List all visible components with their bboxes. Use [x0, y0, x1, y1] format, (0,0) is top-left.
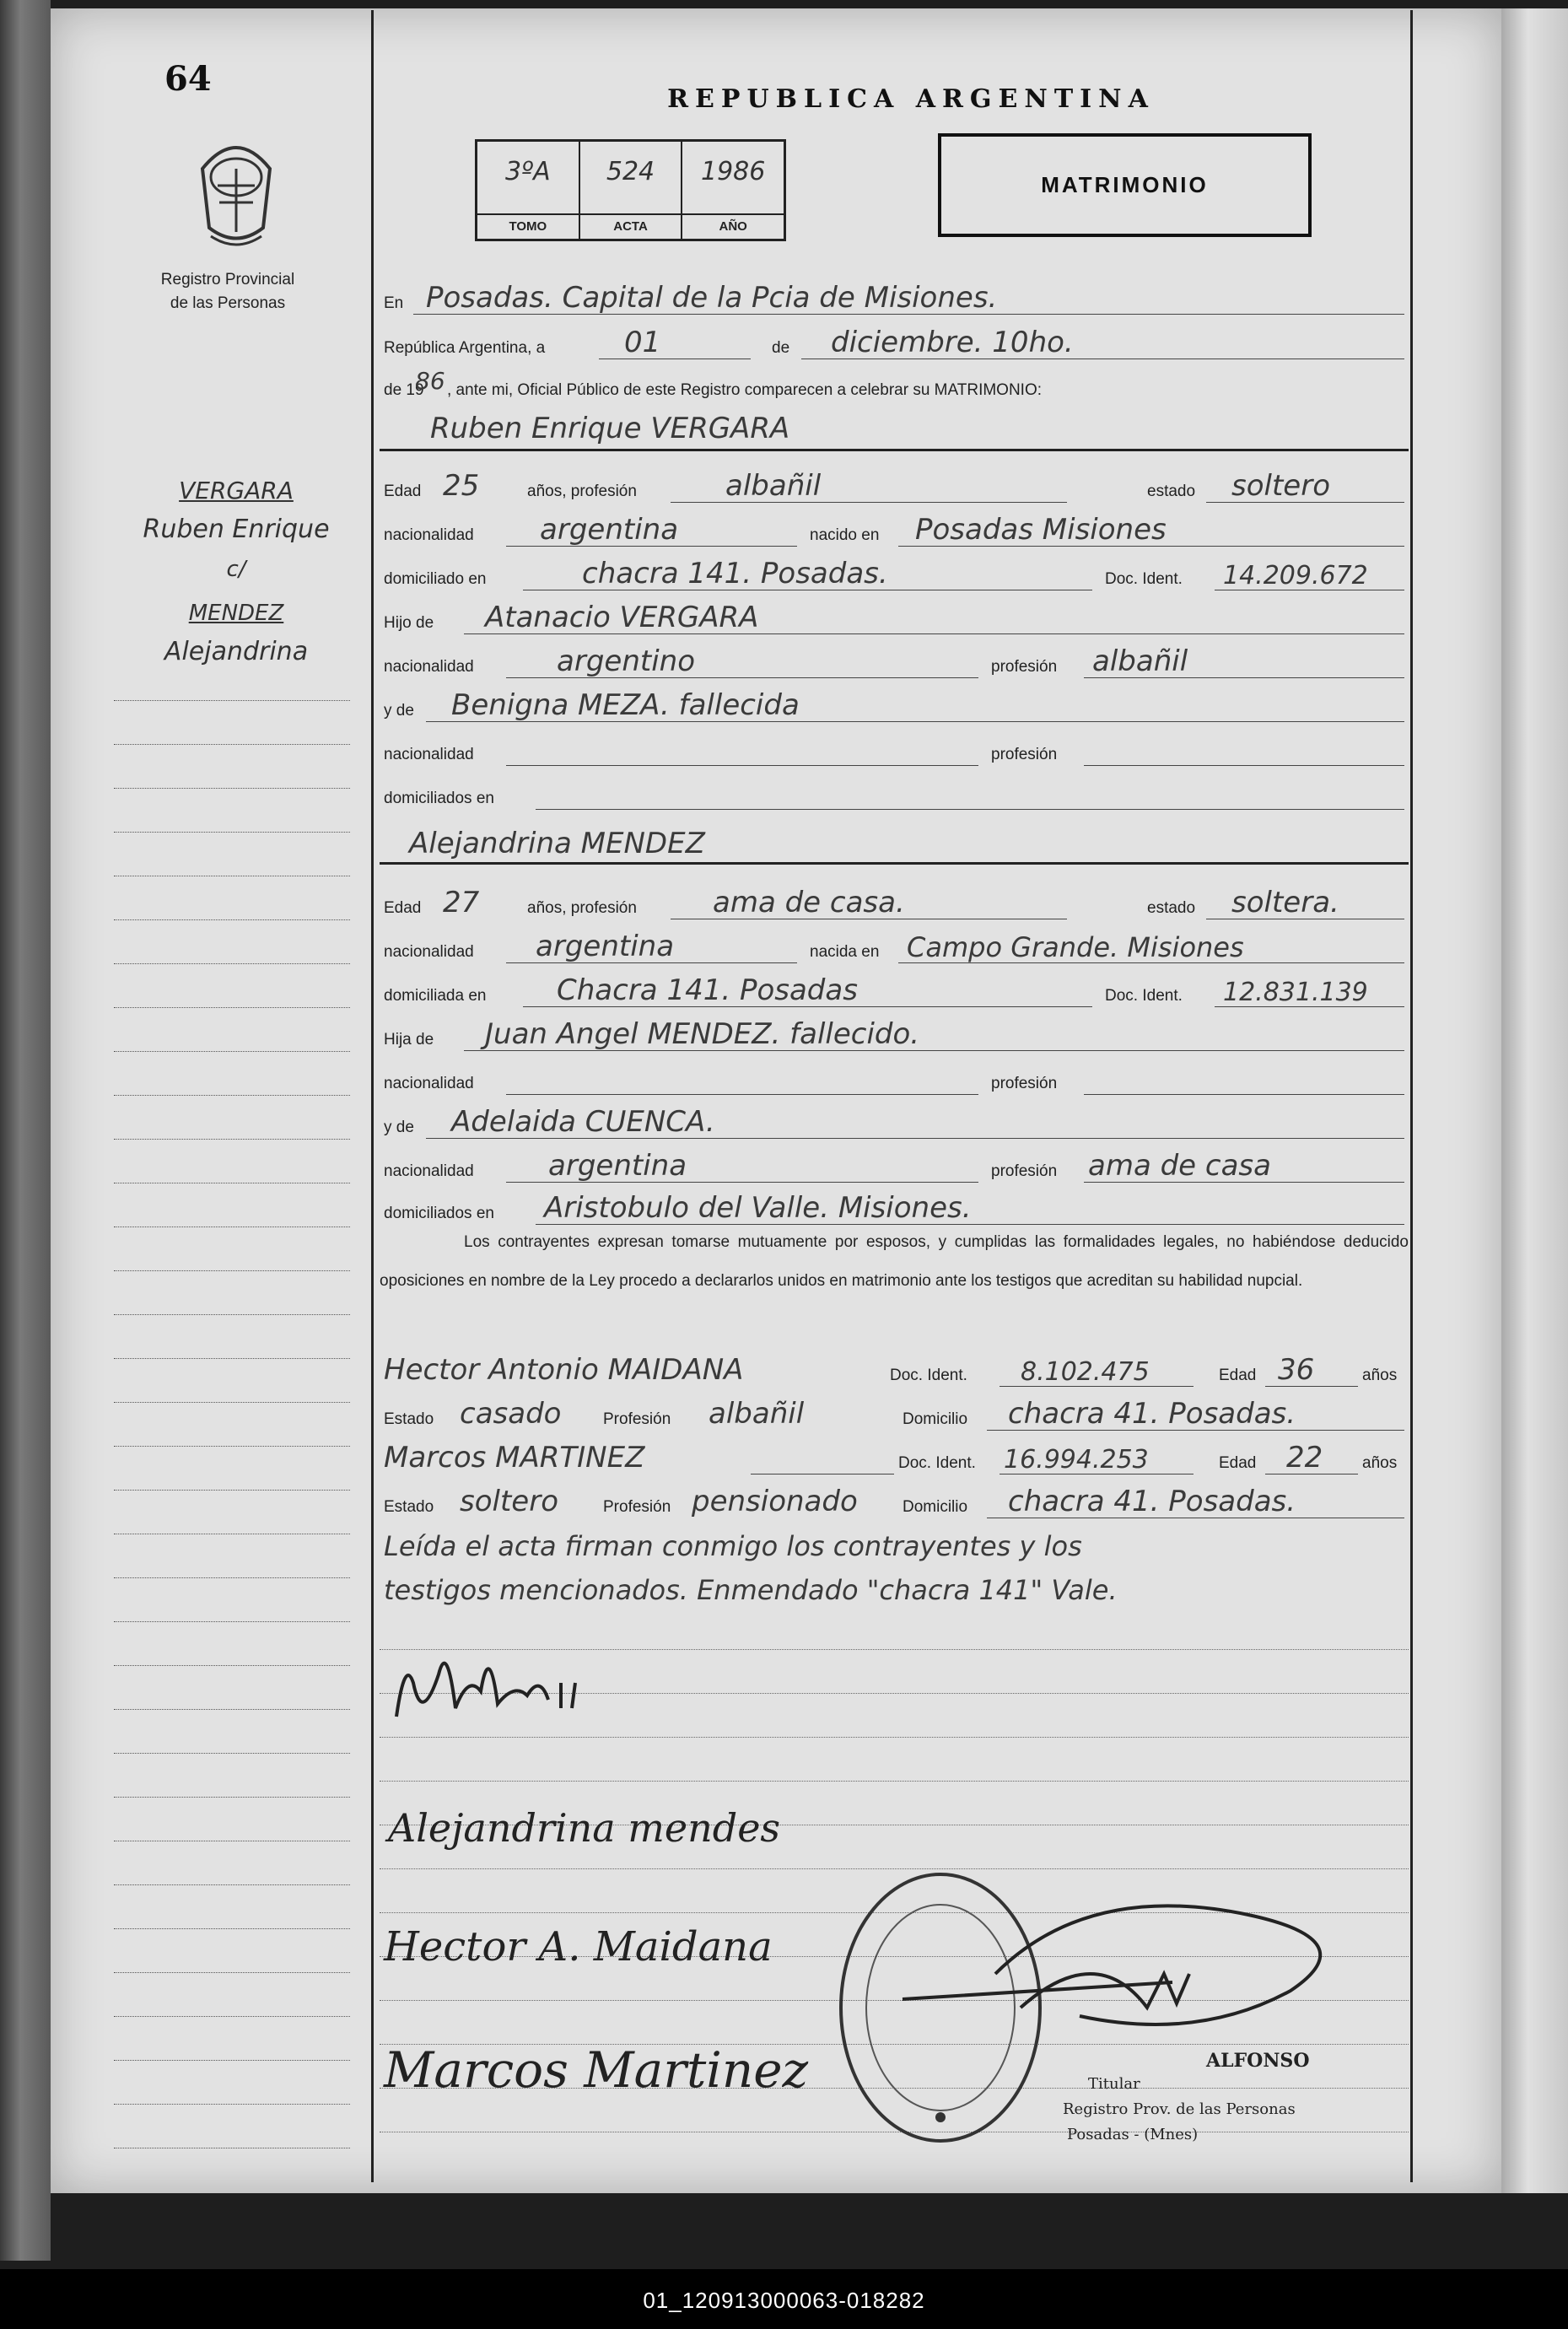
profesion-label: profesión: [991, 1162, 1058, 1180]
bride-parents-domicile: Aristobulo del Valle. Misiones.: [544, 1191, 972, 1225]
margin-ruled-line: [114, 1621, 350, 1622]
margin-ruled-line: [114, 2104, 350, 2105]
marriage-month: diciembre. 10ho.: [831, 326, 1074, 359]
margin-ruled-line: [114, 1884, 350, 1885]
bride-name: Alejandrina MENDEZ: [409, 827, 705, 860]
groom-nationality-row: [380, 506, 1409, 550]
groom-mother-row: [380, 682, 1409, 725]
bride-age: 27: [443, 886, 480, 919]
margin-note-given2: Alejandrina: [164, 637, 309, 666]
margin-ruled-line: [114, 700, 350, 701]
margin-note-given1: Ruben Enrique: [143, 515, 330, 544]
bride-civil-status: soltera.: [1231, 886, 1339, 919]
acta-value: 524: [606, 157, 655, 186]
bride-nationality-row: [380, 923, 1409, 967]
closing-note-line1: Leída el acta firman conmigo los contrayentes y los: [384, 1530, 1082, 1562]
field-line: [506, 1094, 978, 1095]
marriage-year: 86: [415, 367, 445, 395]
witness2-age: 22: [1286, 1441, 1323, 1474]
nacido-label: nacido en: [810, 526, 880, 544]
bride-mother-profession: ama de casa: [1088, 1149, 1271, 1183]
nacionalidad-label: nacionalidad: [384, 943, 474, 961]
estado-label: Estado: [384, 1498, 434, 1516]
en-label: En: [384, 294, 404, 312]
bride-nationality: argentina: [536, 930, 675, 963]
country-title: REPUBLICA ARGENTINA: [667, 84, 1155, 114]
groom-father-nationality: argentino: [557, 644, 695, 678]
margin-ruled-line: [114, 1095, 350, 1096]
witness2-profession: pensionado: [692, 1485, 858, 1518]
groom-age-row: [380, 462, 1409, 506]
intro-place-row: [380, 274, 1409, 318]
margin-ruled-line: [114, 1665, 350, 1666]
tomo-cell: [477, 142, 580, 239]
yde-label: y de: [384, 702, 414, 720]
groom-father: Atanacio VERGARA: [485, 601, 759, 634]
groom-father-row: [380, 594, 1409, 638]
ano-cell: [682, 142, 784, 239]
margin-ruled-line: [114, 1270, 350, 1271]
margin-ruled-line: [114, 1972, 350, 1973]
doc-label: Doc. Ident.: [1105, 987, 1183, 1005]
witness1-signature: Hector A. Maidana: [384, 1923, 773, 1970]
document-type-box: MATRIMONIO: [938, 133, 1312, 237]
groom-name-rule: [380, 449, 1409, 451]
republica-label: República Argentina, a: [384, 339, 546, 357]
groom-age: 25: [443, 469, 480, 503]
bride-mother: Adelaida CUENCA.: [451, 1105, 715, 1139]
margin-ruled-line: [114, 744, 350, 745]
margin-ruled-line: [114, 2060, 350, 2061]
anos-label: años: [1362, 1454, 1398, 1472]
groom-mother: Benigna MEZA. fallecida: [451, 688, 800, 722]
margin-divider: [371, 10, 374, 2182]
domicilio-label: domiciliado en: [384, 570, 487, 588]
signature-ruled-line: [380, 1781, 1409, 1782]
margin-ruled-line: [114, 1753, 350, 1754]
acta-label: ACTA: [580, 213, 682, 239]
profesion-label: Profesión: [603, 1410, 671, 1428]
domicilio-label: domiciliada en: [384, 987, 487, 1005]
tomo-label: TOMO: [477, 213, 579, 239]
nacionalidad-label: nacionalidad: [384, 1075, 474, 1092]
witness2-name: Marcos MARTINEZ: [384, 1441, 645, 1474]
de-label: de: [772, 339, 790, 357]
anos-label: años: [1362, 1367, 1398, 1384]
profesion-label: Profesión: [603, 1498, 671, 1516]
margin-ruled-line: [114, 1928, 350, 1929]
bride-name-row: [380, 820, 1409, 864]
bride-profession: ama de casa.: [713, 886, 905, 919]
registry-label-line1: Registro Provincial: [160, 271, 295, 288]
bride-domicile-row: [380, 967, 1409, 1011]
edad-label: Edad: [384, 899, 422, 917]
acta-cell: [580, 142, 683, 239]
groom-father-nationality-row: [380, 638, 1409, 682]
groom-parents-domicile-row: [380, 769, 1409, 813]
witness1-details-row: [380, 1390, 1409, 1434]
margin-ruled-line: [114, 1358, 350, 1359]
witness2-civil-status: soltero: [460, 1485, 558, 1518]
bride-domicile: Chacra 141. Posadas: [557, 973, 858, 1007]
groom-profession: albañil: [725, 469, 822, 503]
parents-domicile-label: domiciliados en: [384, 1205, 494, 1222]
groom-domicile-row: [380, 550, 1409, 594]
groom-id: 14.209.672: [1223, 561, 1368, 590]
book-spine: [0, 0, 51, 2261]
margin-note-conj: c/: [226, 557, 246, 582]
coat-of-arms-seal: [186, 135, 287, 253]
margin-ruled-line: [114, 1226, 350, 1227]
groom-mother-nationality-row: [380, 725, 1409, 769]
witness1-name-row: [380, 1346, 1409, 1390]
closing-note-row1: [380, 1522, 1409, 1566]
margin-ruled-line: [114, 1490, 350, 1491]
domicilio-label: Domicilio: [903, 1498, 968, 1516]
groom-nationality: argentina: [540, 513, 679, 547]
nacido-label: nacida en: [810, 943, 880, 961]
margin-ruled-line: [114, 919, 350, 920]
profesion-label: profesión: [991, 746, 1058, 763]
bride-mother-row: [380, 1098, 1409, 1142]
ano-label: AÑO: [682, 213, 784, 239]
field-line: [1084, 1094, 1404, 1095]
bride-birthplace: Campo Grande. Misiones: [907, 931, 1244, 963]
hijo-label: Hijo de: [384, 614, 434, 632]
margin-ruled-line: [114, 2016, 350, 2017]
next-page-edge: [1501, 8, 1568, 2193]
intro-year-row: [380, 361, 1409, 405]
official-title: Titular: [1088, 2075, 1140, 2093]
ano-value: 1986: [701, 157, 766, 186]
bride-father-row: [380, 1011, 1409, 1054]
record-number-box: [475, 139, 786, 241]
bride-name-rule: [380, 862, 1409, 865]
groom-name-row: [380, 405, 1409, 449]
field-line: [1084, 765, 1404, 766]
closing-note-line2: testigos mencionados. Enmendado "chacra 141" Vale.: [384, 1574, 1118, 1606]
groom-domicile: chacra 141. Posadas.: [582, 557, 888, 590]
witness2-domicile: chacra 41. Posadas.: [1008, 1485, 1296, 1518]
edad-label: Edad: [1219, 1454, 1257, 1472]
margin-ruled-line: [114, 1577, 350, 1578]
groom-name: Ruben Enrique VERGARA: [430, 412, 790, 445]
ante-text: , ante mi, Oficial Público de este Registro comparecen a celebrar su MATRIMONIO:: [447, 381, 1043, 399]
profesion-label: profesión: [991, 658, 1058, 676]
groom-birthplace: Posadas Misiones: [915, 513, 1167, 547]
witness2-id: 16.994.253: [1004, 1445, 1149, 1474]
margin-ruled-line: [114, 1139, 350, 1140]
bride-age-row: [380, 879, 1409, 923]
official-surname: ALFONSO: [1206, 2050, 1310, 2072]
witness2-name-row: [380, 1434, 1409, 1478]
witness2-details-row: [380, 1478, 1409, 1522]
witness1-age: 36: [1278, 1353, 1315, 1387]
margin-ruled-line: [114, 1797, 350, 1798]
margin-note-surname1: VERGARA: [179, 477, 294, 504]
nacionalidad-label: nacionalidad: [384, 658, 474, 676]
nacionalidad-label: nacionalidad: [384, 1162, 474, 1180]
anos-profesion-label: años, profesión: [527, 483, 637, 500]
official-signature: [894, 1890, 1366, 2058]
estado-label: estado: [1147, 483, 1196, 500]
tomo-value: 3ºA: [504, 157, 551, 186]
witness1-domicile: chacra 41. Posadas.: [1008, 1397, 1296, 1431]
marriage-place: Posadas. Capital de la Pcia de Misiones.: [426, 281, 998, 315]
groom-signature: [388, 1624, 607, 1742]
field-line: [536, 809, 1404, 810]
witness2-signature: Marcos Martinez: [384, 2041, 809, 2099]
margin-ruled-line: [114, 1314, 350, 1315]
estado-label: estado: [1147, 899, 1196, 917]
doc-label: Doc. Ident.: [1105, 570, 1183, 588]
doc-label: Doc. Ident.: [890, 1367, 967, 1384]
groom-civil-status: soltero: [1231, 469, 1330, 503]
witness1-name: Hector Antonio MAIDANA: [384, 1353, 744, 1387]
registry-label-line2: de las Personas: [170, 294, 286, 312]
margin-ruled-line: [114, 1402, 350, 1403]
bride-parents-domicile-row: [380, 1184, 1409, 1228]
bride-father: Juan Angel MENDEZ. fallecido.: [485, 1017, 920, 1051]
parents-domicile-label: domiciliados en: [384, 790, 494, 807]
bride-mother-nationality: argentina: [548, 1149, 687, 1183]
witness1-profession: albañil: [709, 1397, 805, 1431]
hija-label: Hija de: [384, 1031, 434, 1049]
margin-ruled-line: [114, 832, 350, 833]
nacionalidad-label: nacionalidad: [384, 526, 474, 544]
domicilio-label: Domicilio: [903, 1410, 968, 1428]
bride-mother-nationality-row: [380, 1142, 1409, 1186]
margin-ruled-line: [114, 1709, 350, 1710]
de19-label: de 19: [384, 381, 424, 399]
right-border: [1410, 10, 1413, 2182]
official-registry: Registro Prov. de las Personas: [1063, 2100, 1296, 2118]
closing-note-row2: [380, 1566, 1409, 1609]
profesion-label: profesión: [991, 1075, 1058, 1092]
groom-father-profession: albañil: [1092, 644, 1188, 678]
yde-label: y de: [384, 1119, 414, 1136]
registry-label: [127, 268, 329, 315]
bride-id: 12.831.139: [1223, 978, 1368, 1007]
edad-label: Edad: [1219, 1367, 1257, 1384]
intro-date-row: [380, 319, 1409, 363]
image-caption: 01_120913000063-018282: [643, 2288, 925, 2313]
margin-ruled-line: [114, 1007, 350, 1008]
margin-ruled-line: [114, 1051, 350, 1052]
margin-note-surname2: MENDEZ: [188, 601, 284, 626]
bride-signature: Alejandrina mendes: [388, 1805, 781, 1851]
witness1-id: 8.102.475: [1021, 1357, 1150, 1387]
nacionalidad-label: nacionalidad: [384, 746, 474, 763]
marriage-day: 01: [624, 326, 661, 359]
official-location: Posadas - (Mnes): [1067, 2126, 1199, 2143]
field-line: [506, 765, 978, 766]
margin-ruled-line: [114, 963, 350, 964]
witness1-civil-status: casado: [460, 1397, 562, 1431]
anos-profesion-label: años, profesión: [527, 899, 637, 917]
estado-label: Estado: [384, 1410, 434, 1428]
page-number: 64: [164, 59, 212, 99]
edad-label: Edad: [384, 483, 422, 500]
margin-ruled-line: [114, 1446, 350, 1447]
declaration-paragraph: Los contrayentes expresan tomarse mutuamente por esposos, y cumplidas las formalidades legales, no habiéndose deducido oposiciones en nombre de la Ley procedo a declararlos unidos en matrimonio ante los testigos que acreditan su habilidad nupcial.: [380, 1233, 1409, 1290]
margin-ruled-line: [114, 788, 350, 789]
doc-label: Doc. Ident.: [898, 1454, 976, 1472]
bride-father-nationality-row: [380, 1054, 1409, 1098]
